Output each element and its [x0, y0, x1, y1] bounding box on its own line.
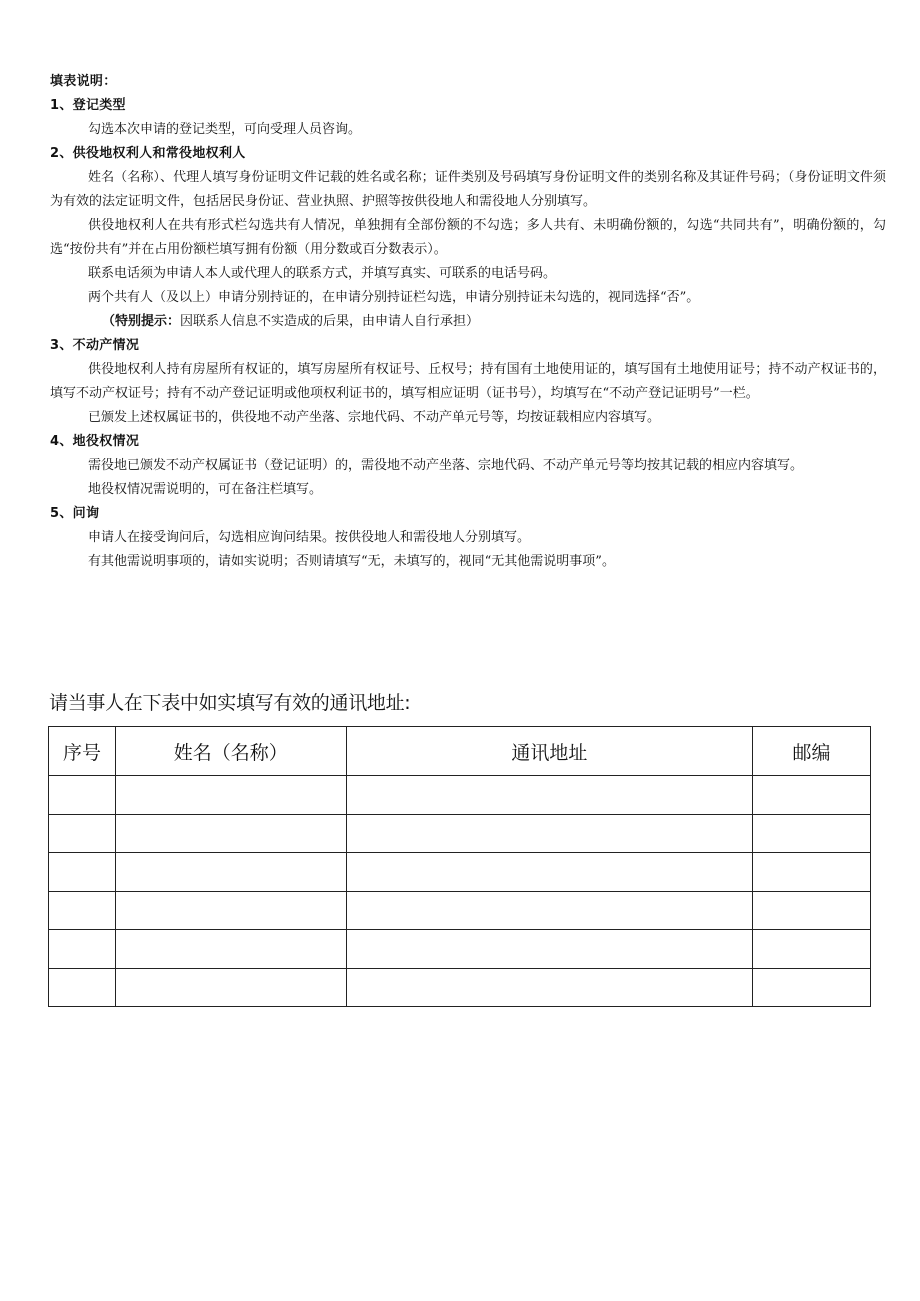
section-paragraph: 勾选本次申请的登记类型，可向受理人员咨询。 [88, 122, 362, 137]
table-row [49, 814, 871, 853]
cell-name[interactable] [115, 891, 346, 930]
section-paragraph: 联系电话须为申请人本人或代理人的联系方式，并填写真实、可联系的电话号码。 [88, 266, 557, 281]
table-row [49, 930, 871, 969]
column-header-number: 序号 [49, 727, 116, 776]
column-header-name: 姓名（名称） [115, 727, 346, 776]
instructions-section [50, 70, 886, 574]
cell-number[interactable] [49, 776, 116, 815]
section-paragraph: 需役地已颁发不动产权属证书（登记证明）的，需役地不动产坐落、宗地代码、不动产单元号等均按其记载的相应内容填写。 [88, 458, 804, 473]
cell-number[interactable] [49, 968, 116, 1007]
column-header-address: 通讯地址 [346, 727, 752, 776]
table-row [49, 853, 871, 892]
cell-postcode[interactable] [753, 776, 871, 815]
cell-postcode[interactable] [753, 891, 871, 930]
section-heading-inquiry: 5、问询 [50, 506, 100, 521]
section-paragraph: 两个共有人（及以上）申请分别持证的，在申请分别持证栏勾选，申请分别持证未勾选的，视同选择“否”。 [88, 290, 700, 305]
cell-address[interactable] [346, 968, 752, 1007]
special-notice [50, 310, 886, 334]
section-paragraph: 供役地权利人在共有形式栏勾选共有人情况，单独拥有全部份额的不勾选；多人共有、未明确份额的，勾选“共同共有”，明确份额的，勾选“按份共有”并在占用份额栏填写拥有份额（用分数或百分数表示）。 [50, 218, 886, 257]
table-row [49, 968, 871, 1007]
cell-postcode[interactable] [753, 930, 871, 969]
section-heading-easement: 4、地役权情况 [50, 434, 140, 449]
section-paragraph: 已颁发上述权属证书的，供役地不动产坐落、宗地代码、不动产单元号等，均按证载相应内容填写。 [88, 410, 661, 425]
table-header-row [49, 727, 871, 776]
cell-name[interactable] [115, 968, 346, 1007]
section-paragraph: 有其他需说明事项的，请如实说明；否则请填写“无，未填写的，视同“无其他需说明事项”。 [88, 554, 615, 569]
section-paragraph: 地役权情况需说明的，可在备注栏填写。 [88, 482, 323, 497]
section-paragraph: 申请人在接受询问后，勾选相应询问结果。按供役地人和需役地人分别填写。 [88, 530, 531, 545]
section-heading-registration-type: 1、登记类型 [50, 98, 126, 113]
section-heading-right-holders: 2、供役地权利人和常役地权利人 [50, 146, 246, 161]
cell-name[interactable] [115, 930, 346, 969]
cell-number[interactable] [49, 930, 116, 969]
contact-table-title: 请当事人在下表中如实填写有效的通讯地址: [49, 692, 411, 714]
instructions-title: 填表说明： [50, 74, 117, 89]
table-row [49, 891, 871, 930]
column-header-postcode: 邮编 [753, 727, 871, 776]
section-heading-property: 3、不动产情况 [50, 338, 140, 353]
cell-postcode[interactable] [753, 814, 871, 853]
section-paragraph: 姓名（名称）、代理人填写身份证明文件记载的姓名或名称；证件类别及号码填写身份证明文件的类别名称及其证件号码；（身份证明文件须为有效的法定证明文件，包括居民身份证、营业执照、护照等按供役地人和需役地人分别填写。 [50, 170, 886, 209]
cell-address[interactable] [346, 853, 752, 892]
special-notice-label: （特别提示： [102, 314, 181, 329]
cell-number[interactable] [49, 814, 116, 853]
table-row [49, 776, 871, 815]
cell-number[interactable] [49, 891, 116, 930]
section-paragraph: 供役地权利人持有房屋所有权证的，填写房屋所有权证号、丘权号；持有国有土地使用证的，填写国有土地使用证号；持不动产权证书的，填写不动产权证号；持有不动产登记证明或他项权利证书的，填写相应证明（证书号），均填写在“不动产登记证明号”一栏。 [50, 362, 886, 401]
cell-address[interactable] [346, 930, 752, 969]
cell-name[interactable] [115, 776, 346, 815]
special-notice-text: 因联系人信息不实造成的后果，由申请人自行承担） [180, 314, 480, 329]
contact-address-table [48, 726, 871, 1007]
cell-address[interactable] [346, 776, 752, 815]
cell-name[interactable] [115, 853, 346, 892]
cell-number[interactable] [49, 853, 116, 892]
cell-postcode[interactable] [753, 853, 871, 892]
cell-address[interactable] [346, 814, 752, 853]
cell-name[interactable] [115, 814, 346, 853]
cell-postcode[interactable] [753, 968, 871, 1007]
cell-address[interactable] [346, 891, 752, 930]
